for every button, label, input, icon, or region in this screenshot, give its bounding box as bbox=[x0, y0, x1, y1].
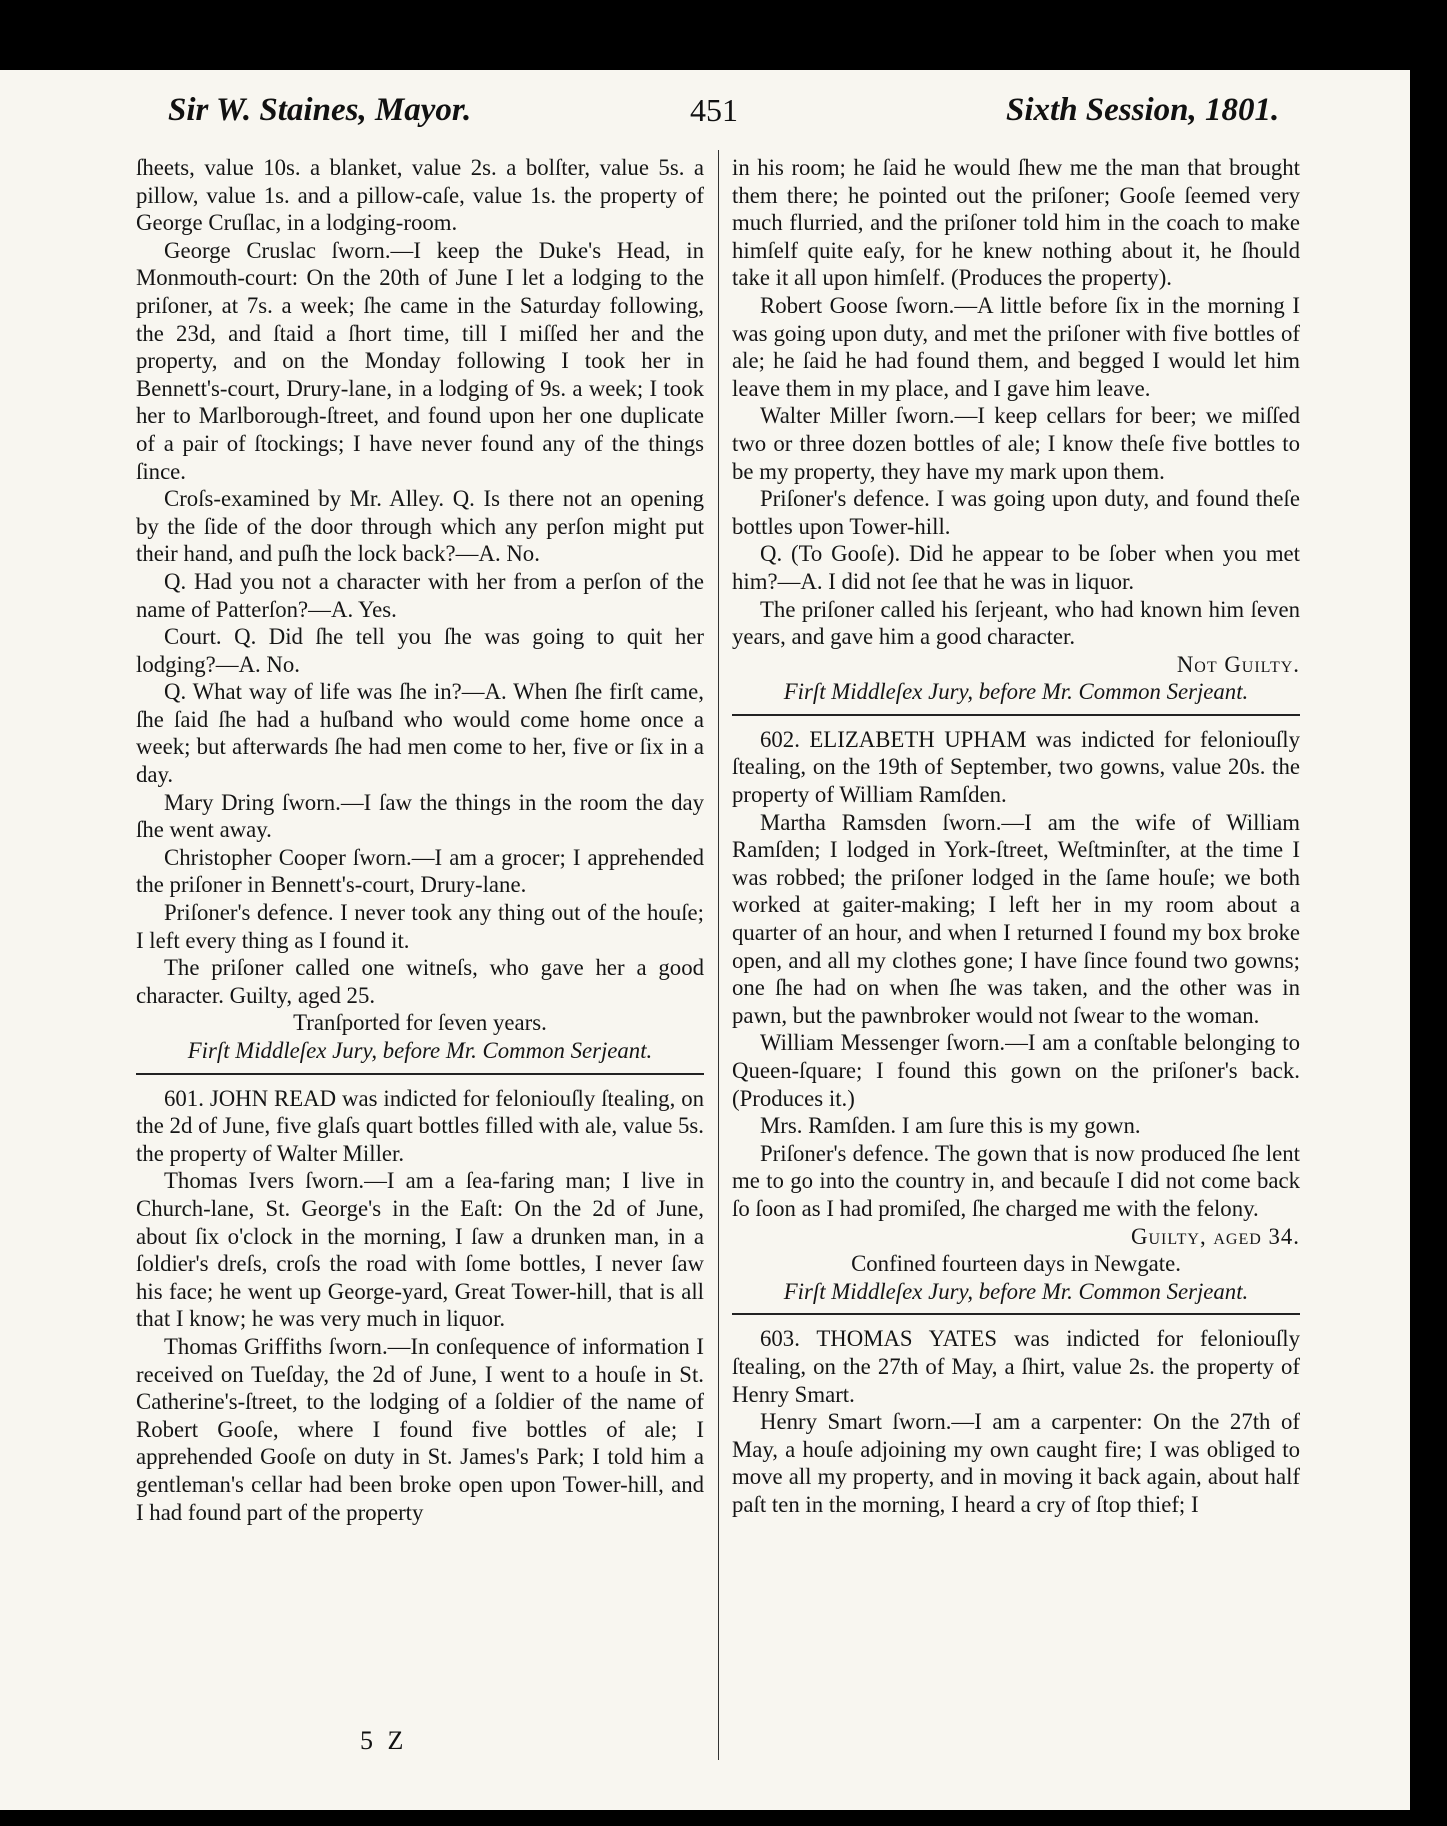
case-separator bbox=[136, 1073, 704, 1075]
signature-mark: 5 Z bbox=[360, 1726, 408, 1755]
paragraph: in his room; he ſaid he would ſhew me the man that brought them there; he pointed out the priſoner; Gooſe ſeemed very much flurried, and the priſoner told him in the coach to make himſelf quite eaſy, for he knew nothing about it, he ſhould take it all upon himſelf. (Produces the property). bbox=[732, 155, 1300, 291]
paragraph: Thomas Ivers ſworn.—I am a ſea-faring man; I live in Church-lane, St. George's in the Eaſt: On the 2d of June, about ſix o'clock in the morning, I ſaw a drunken man, in a ſoldier's dreſs, croſs the road with ſome bottles, I never ſaw his face; he went up George-yard, Great Tower-hill, that is all that I know; he was very much in liquor. bbox=[136, 1168, 704, 1332]
running-header-left: Sir W. Staines, Mayor. bbox=[168, 92, 472, 128]
paragraph: Walter Miller ſworn.—I keep cellars for beer; we miſſed two or three dozen bottles of ale; I know theſe five bottles to be my property, they have my mark upon them. bbox=[732, 403, 1300, 484]
paragraph: Robert Goose ſworn.—A little before ſix in the morning I was going upon duty, and met the priſoner with five bottles of ale; he ſaid he had found them, and begged I would let him leave them in my place, and I gave him leave. bbox=[732, 292, 1300, 401]
case-heading: 602. ELIZABETH UPHAM was indicted for feloniouſly ſtealing, on the 19th of September, two gowns, value 20s. the property of William Ramſden. bbox=[732, 726, 1300, 808]
paragraph: George Cruslac ſworn.—I keep the Duke's Head, in Monmouth-court: On the 20th of June I let a lodging to the priſoner, at 7s. a week; ſhe came in the Saturday following, the 23d, and ſtaid a ſhort time, till I miſſed her and the property, and on the Monday following I took her in Bennett's-court, Drury-lane, in a lodging of 9s. a week; I took her to Marlborough-ſtreet, and found upon her one duplicate of a pair of ſtockings; I have never found any of the things ſince. bbox=[136, 237, 704, 484]
paragraph: Henry Smart ſworn.—I am a carpenter: On the 27th of May, a houſe adjoining my own caught fire; I was obliged to move all my property, and in moving it back again, about half paſt ten in the morning, I heard a cry of ſtop thief; I bbox=[732, 1409, 1300, 1517]
paragraph: Firſt Middleſex Jury, before Mr. Common Serjeant. bbox=[783, 1278, 1249, 1304]
paragraph: Thomas Griffiths ſworn.—In conſequence of information I received on Tueſday, the 2d of June, I went to a houſe in St. Catherine's-ſtreet, to the lodging of a ſoldier of the name of Robert Gooſe, where I found five bottles of ale; I apprehended Gooſe on duty in St. James's Park; I told him a gentleman's cellar had been broke open upon Tower-hill, and I had found part of the property bbox=[136, 1333, 704, 1525]
paragraph: Mrs. Ramſden. I am ſure this is my gown. bbox=[760, 1113, 1141, 1139]
paragraph: Confined fourteen days in Newgate. bbox=[851, 1251, 1181, 1277]
paragraph: Firſt Middleſex Jury, before Mr. Common Serjeant. bbox=[187, 1038, 653, 1063]
column-divider bbox=[718, 150, 719, 1760]
paragraph: Not Guilty. bbox=[1176, 651, 1300, 677]
paragraph: Priſoner's defence. The gown that is now produced ſhe lent me to go into the country in, and becauſe I did not come back ſo ſoon as I had promiſed, ſhe charged me with the felony. bbox=[732, 1140, 1300, 1221]
paragraph: Priſoner's defence. I never took any thing out of the houſe; I left every thing as I found it. bbox=[136, 900, 704, 953]
running-header-right: Sixth Session, 1801. bbox=[1006, 92, 1280, 128]
left-column bbox=[136, 154, 704, 1526]
paragraph: Q. (To Gooſe). Did he appear to be ſober when you met him?—A. I did not ſee that he was in liquor. bbox=[732, 541, 1300, 594]
case-heading: 603. THOMAS YATES was indicted for feloniouſly ſtealing, on the 27th of May, a ſhirt, value 2s. the property of Henry Smart. bbox=[732, 1326, 1300, 1407]
paragraph: ſheets, value 10s. a blanket, value 2s. a bolſter, value 5s. a pillow, value 1s. and a pillow-caſe, value 1s. the property of George Cruſlac, in a lodging-room. bbox=[136, 155, 704, 236]
paragraph: Priſoner's defence. I was going upon duty, and found theſe bottles upon Tower-hill. bbox=[732, 486, 1300, 539]
page-number: 451 bbox=[690, 92, 738, 128]
paragraph: Q. Had you not a character with her from a perſon of the name of Patterſon?—A. Yes. bbox=[136, 568, 704, 622]
paragraph: Martha Ramsden ſworn.—I am the wife of William Ramſden; I lodged in York-ſtreet, Weſtminſter, at the time I was robbed; the priſoner lodged in the ſame houſe; we both worked at gaiter-making; I left her in my room about a quarter of an hour, and when I returned I found my box broke open, and all my clothes gone; I have ſince found two gowns; one ſhe had on when ſhe was taken, and the other was in pawn, but the pawnbroker would not ſwear to the woman. bbox=[732, 809, 1300, 1028]
paragraph: Croſs-examined by Mr. Alley. Q. Is there not an opening by the ſide of the door through which any perſon might put their hand, and puſh the lock back?—A. No. bbox=[136, 486, 704, 567]
case-separator bbox=[732, 1313, 1300, 1315]
paragraph: Christopher Cooper ſworn.—I am a grocer; I apprehended the priſoner in Bennett's-court, Drury-lane. bbox=[136, 844, 704, 898]
paragraph: Court. Q. Did ſhe tell you ſhe was going to quit her lodging?—A. No. bbox=[136, 624, 704, 677]
document-page bbox=[0, 70, 1410, 1810]
case-heading: 601. JOHN READ was indicted for feloniouſly ſtealing, on the 2d of June, five glaſs quart bottles filled with ale, value 5s. the property of Walter Miller. bbox=[136, 1085, 704, 1166]
paragraph: William Messenger ſworn.—I am a conſtable belonging to Queen-ſquare; I found this gown on the priſoner's back. (Produces it.) bbox=[732, 1030, 1300, 1111]
paragraph: The priſoner called his ſerjeant, who had known him ſeven years, and gave him a good character. bbox=[732, 596, 1300, 650]
case-separator bbox=[732, 714, 1300, 716]
right-column bbox=[732, 154, 1300, 1519]
paragraph: Guilty, aged 34. bbox=[1130, 1223, 1300, 1249]
paragraph: Tranſported for ſeven years. bbox=[293, 1010, 547, 1036]
paragraph: The priſoner called one witneſs, who gave her a good character. Guilty, aged 25. bbox=[136, 955, 704, 1008]
paragraph: Q. What way of life was ſhe in?—A. When ſhe firſt came, ſhe ſaid ſhe had a huſband who would come home once a week; but afterwards ſhe had men come to her, five or ſix in a day. bbox=[136, 679, 704, 788]
paragraph: Mary Dring ſworn.—I ſaw the things in the room the day ſhe went away. bbox=[136, 789, 704, 843]
paragraph: Firſt Middleſex Jury, before Mr. Common Serjeant. bbox=[783, 679, 1249, 705]
